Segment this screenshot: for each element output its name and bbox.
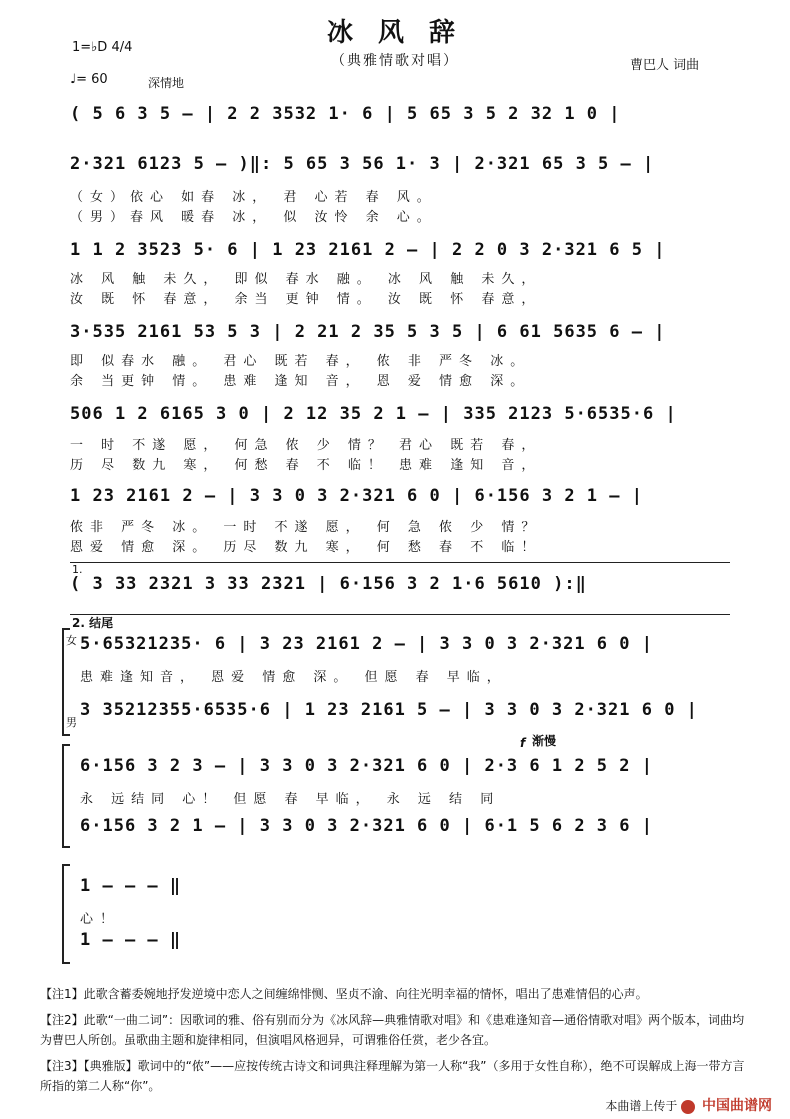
lyric-line-female: 即 似春水 融。 君心 既若 春， 侬 非 严冬 冰。 [70, 354, 531, 369]
score-system-7 [60, 570, 732, 606]
song-title: 冰 风 辞 [326, 18, 464, 48]
notation-line: 2·321 6123 5 — )‖: 5 65 3 56 1· 3 | 2·321 65 3 5 — | [70, 154, 655, 174]
author-credit: 曹巴人 词曲 [630, 58, 700, 73]
score-system-3 [60, 236, 732, 316]
score-system-8 [60, 630, 732, 740]
notation-line: 1 1 2 3523 5· 6 | 1 23 2161 2 — | 2 2 0 3 2·321 6 5 | [70, 240, 666, 260]
lyric-line: 患难逢知音， 恩爱 情愈 深。 但愿 春 早临， [80, 670, 507, 685]
notation-line: ( 3 33 2321 3 33 2321 | 6·156 3 2 1·6 5610 ):‖ [70, 574, 587, 594]
score-system-1 [60, 100, 732, 140]
tempo-marking: ♩= 60 [70, 72, 108, 87]
score-system-4 [60, 318, 732, 398]
volta-1-label: 1. [72, 563, 83, 576]
site-logo-icon [681, 1100, 695, 1114]
footnote-1: 【注1】此歌含蓄委婉地抒发逆境中恋人之间缠绵悱恻、坚贞不渝、向往光明幸福的情怀，唱出了患难情侣的心声。 [40, 987, 648, 1001]
male-part-label: 男 [66, 716, 77, 729]
song-subtitle: （典雅情歌对唱） [331, 53, 459, 69]
score-system-5 [60, 400, 732, 480]
notation-line: 506 1 2 6165 3 0 | 2 12 35 2 1 — | 335 2123 5·6535·6 | [70, 404, 677, 424]
footnote-2: 【注2】此歌“一曲二词”：因歌词的雅、俗有别而分为《冰风辞—典雅情歌对唱》和《患难逢知音—通俗情歌对唱》两个版本，词曲均为曹巴人所创。虽歌曲主题和旋律相同，但演唱风格迥异，可谓雅俗任赏，老少各宜。 [40, 1013, 745, 1047]
volta-2-label: 2. 结尾 [72, 616, 114, 630]
score-system-9 [60, 752, 732, 852]
expression-marking: 深情地 [148, 76, 185, 90]
lyric-line-female: 一 时 不遂 愿， 何急 侬 少 情？ 君心 既若 春， [70, 438, 542, 453]
lyric-line-female: 侬非 严冬 冰。 一时 不遂 愿， 何 急 侬 少 情？ [70, 520, 542, 535]
notation-line-lower: 6·156 3 2 1 — | 3 3 0 3 2·321 6 0 | 6·1 5 6 2 3 6 | [80, 816, 653, 836]
lyric-line-male: 恩爱 情愈 深。 历尽 数九 寒， 何 愁 春 不 临！ [70, 540, 542, 555]
notation-line-male: 3 35212355·6535·6 | 1 23 2161 5 — | 3 3 0 3 2·321 6 0 | [80, 700, 698, 720]
lyric-line: 心！ [80, 912, 121, 927]
lyric-line-female: 冰 风 触 未久， 即似 春水 融。 冰 风 触 未久， [70, 272, 542, 287]
notation-line: ( 5 6 3 5 — | 2 2 3532 1· 6 | 5 65 3 5 2 32 1 0 | [70, 104, 621, 124]
notation-line-upper: 1 — — — ‖ [80, 876, 182, 896]
lyric-line-male: （男）春风 暖春 冰， 似 汝怜 余 心。 [70, 210, 437, 225]
lyric-line-male: 汝 既 怀 春意， 余当 更钟 情。 汝 既 怀 春意， [70, 292, 542, 307]
female-part-label: 女 [66, 634, 77, 647]
lyric-line-male: 历 尽 数九 寒， 何愁 春 不 临！ 患难 逢知 音， [70, 458, 542, 473]
notation-line-upper: 6·156 3 2 3 — | 3 3 0 3 2·321 6 0 | 2·3 6 1 2 5 2 | [80, 756, 653, 776]
notation-line-female: 5·65321235· 6 | 3 23 2161 2 — | 3 3 0 3 2·321 6 0 | [80, 634, 653, 654]
key-signature: 1=♭D 4/4 [72, 40, 133, 55]
dynamic-marking: f [520, 736, 526, 750]
footer-prefix: 本曲谱上传于 [605, 1099, 678, 1113]
lyric-line-male: 余 当更钟 情。 患难 逢知 音， 恩 爱 情愈 深。 [70, 374, 531, 389]
footnotes [40, 984, 752, 1096]
notation-line: 3·535 2161 53 5 3 | 2 21 2 35 5 3 5 | 6 61 5635 6 — | [70, 322, 666, 342]
ritardando-marking: 渐慢 [532, 734, 557, 748]
lyric-line-female: （女）依心 如春 冰， 君 心若 春 风。 [70, 190, 437, 205]
score-system-10 [60, 872, 300, 962]
score-system-6 [60, 482, 732, 562]
volta-bracket [70, 562, 730, 563]
site-brand-link[interactable]: 中国曲谱网 [702, 1098, 772, 1114]
site-footer [605, 1095, 772, 1115]
score-system-2 [60, 150, 732, 230]
lyric-line: 永 远结同 心！ 但愿 春 早临， 永 远 结 同 [80, 792, 501, 807]
notation-line-lower: 1 — — — ‖ [80, 930, 182, 950]
volta-bracket [70, 614, 730, 615]
footnote-3: 【注3】【典雅版】歌词中的“侬”——应按传统古诗文和词典注释理解为第一人称“我”（多用于女性自称），绝不可误解成上海一带方言所指的第二人称“你”。 [40, 1059, 745, 1093]
notation-line: 1 23 2161 2 — | 3 3 0 3 2·321 6 0 | 6·156 3 2 1 — | [70, 486, 643, 506]
